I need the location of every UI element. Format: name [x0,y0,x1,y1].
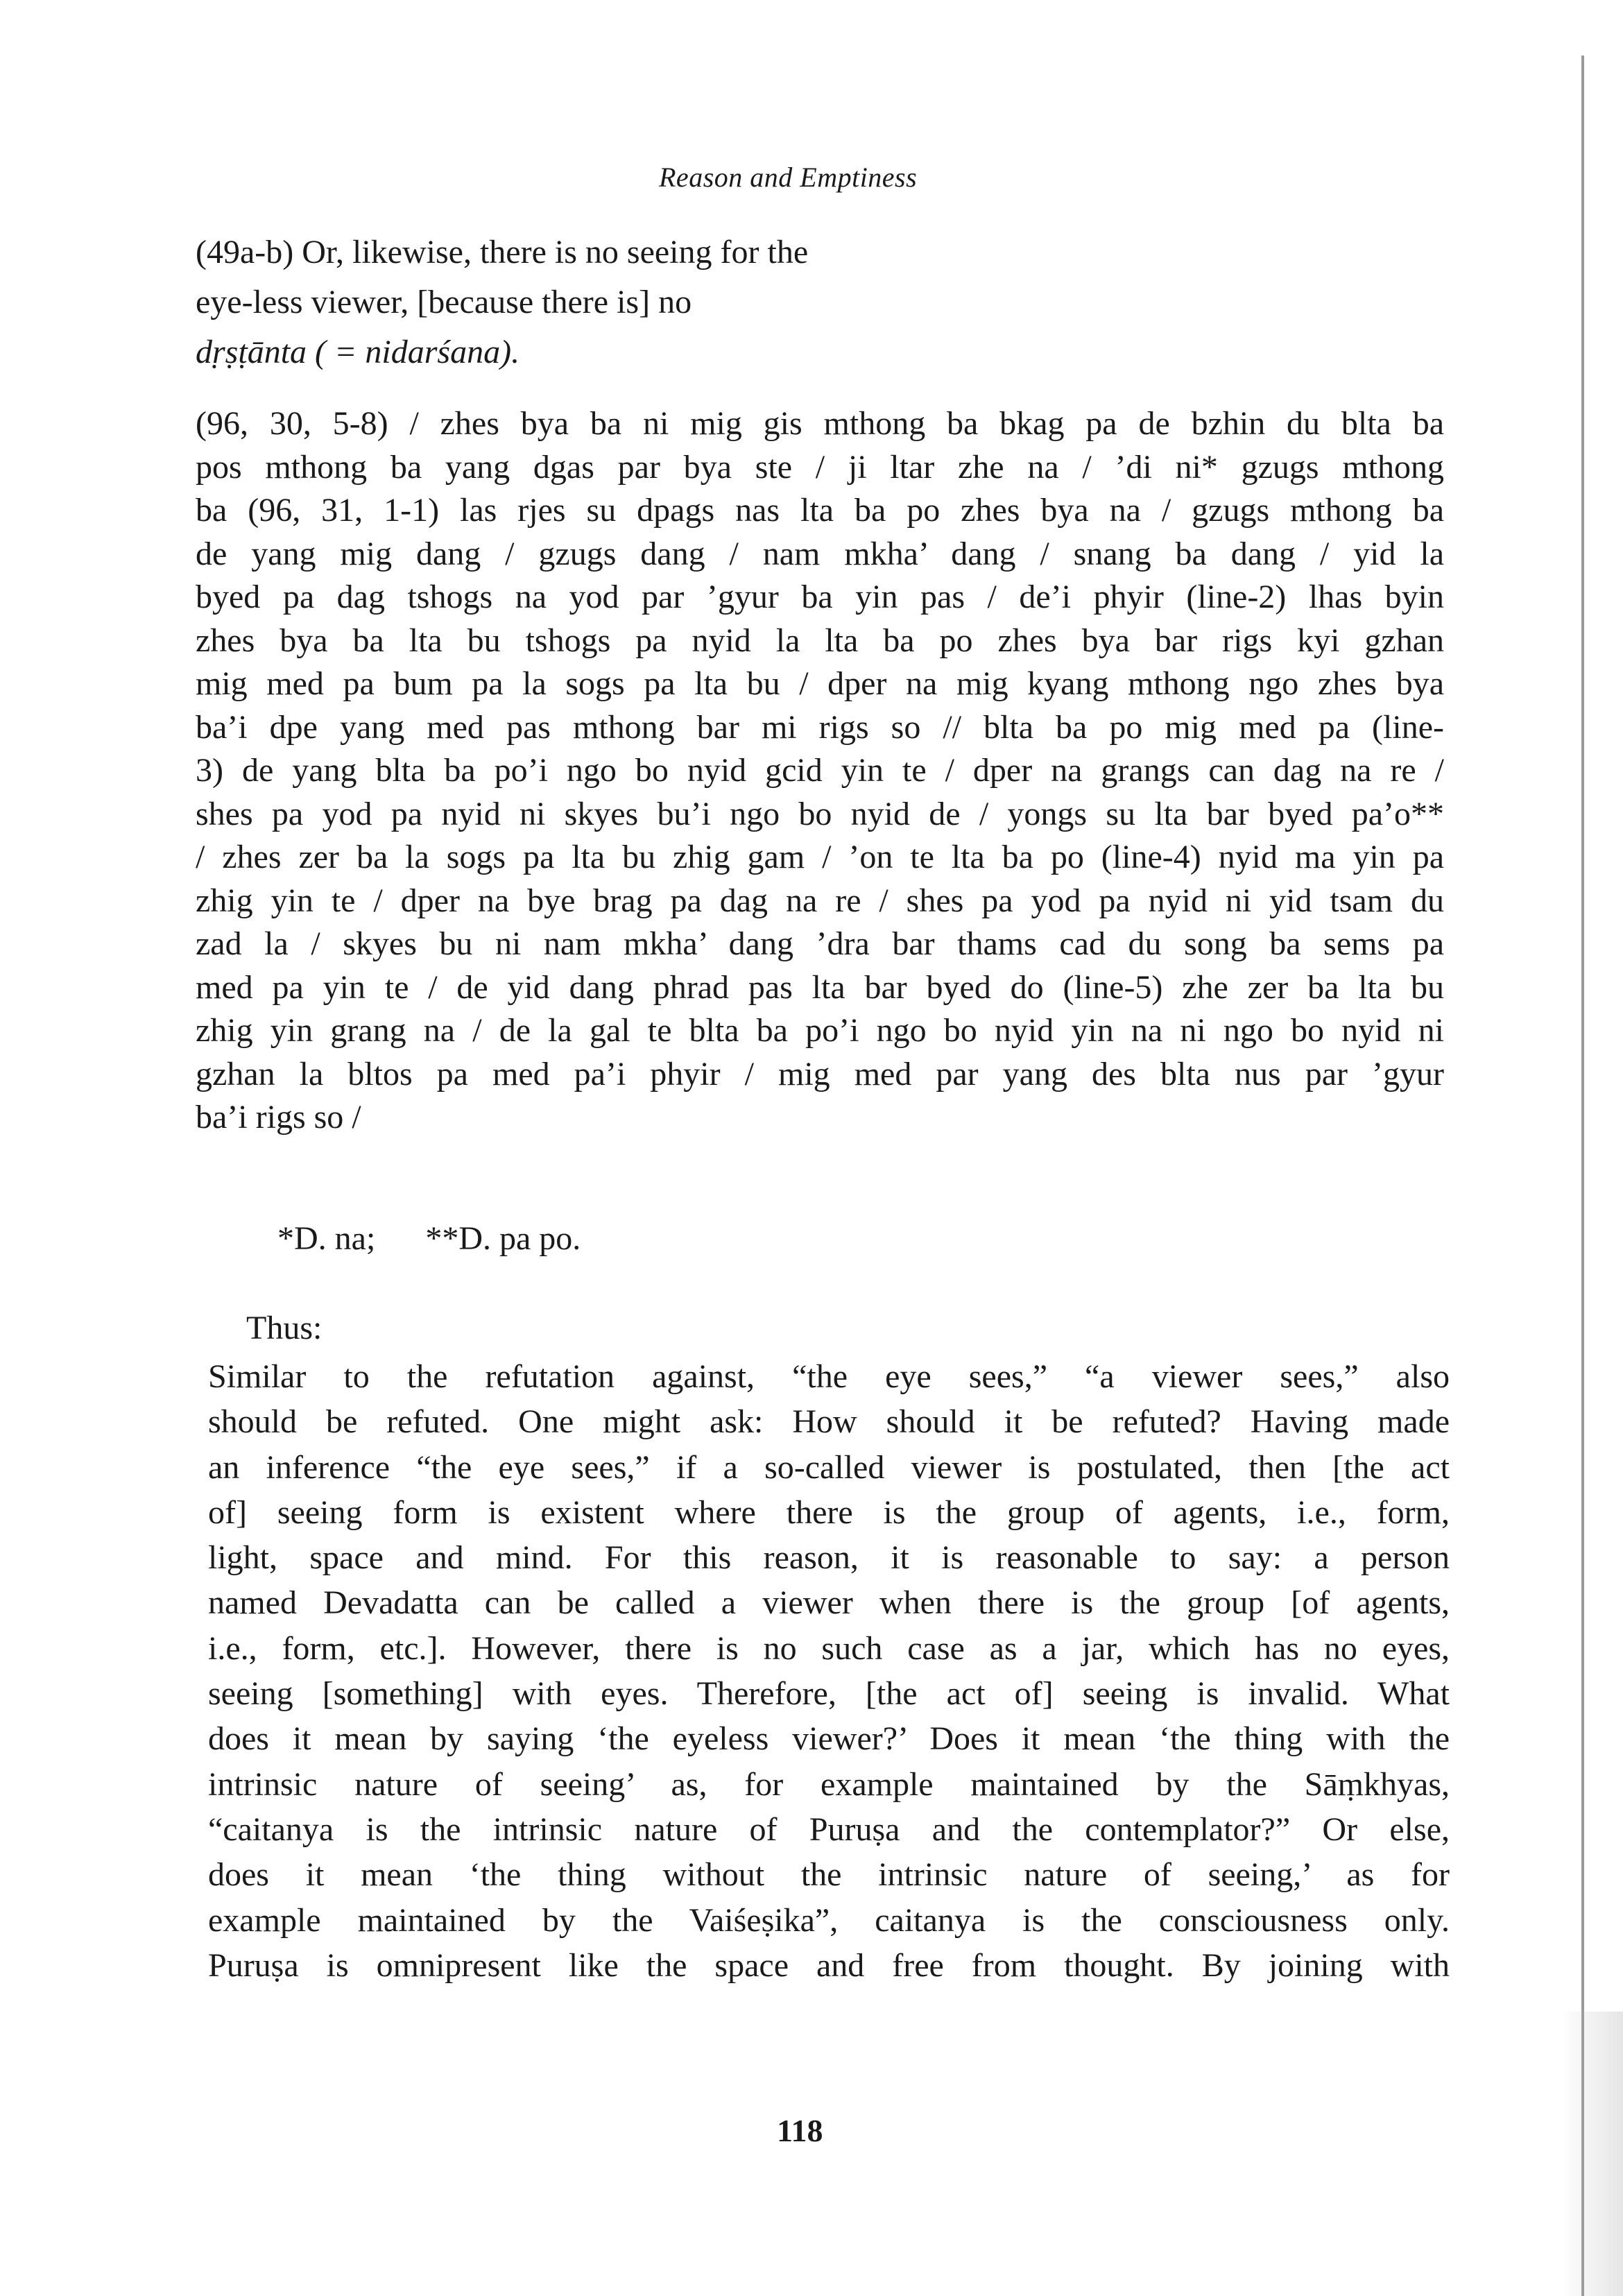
binding-edge [1581,55,1584,2296]
tibetan-line: byed pa dag tshogs na yod par ’gyur ba yin pas / de’i phyir (line-2) lhas byin [196,579,1444,615]
thus-label: Thus: [246,1310,323,1346]
tibetan-line: zad la / skyes bu ni nam mkha’ dang ’dra bar thams cad du song ba sems pa [196,925,1444,962]
translation-line: “caitanya is the intrinsic nature of Puruṣa and the contemplator?” Or else, [208,1810,1450,1848]
translation-line: does it mean by saying ‘the eyeless viewer?’ Does it mean ‘the thing with the [208,1720,1450,1758]
tibetan-line: zhes bya ba lta bu tshogs pa nyid la lta ba po zhes bya bar rigs kyi gzhan [196,622,1444,659]
running-head: Reason and Emptiness [659,162,918,193]
tibetan-line: ba’i dpe yang med pas mthong bar mi rigs so // blta ba po mig med pa (line- [196,708,1444,746]
verse-line: (49a-b) Or, likewise, there is no seeing for the [196,234,809,271]
translation-line: i.e., form, etc.]. However, there is no such case as a jar, which has no eyes, [208,1629,1450,1667]
tibetan-line: zhig yin grang na / de la gal te blta ba po’i ngo bo nyid yin na ni ngo bo nyid ni [196,1012,1444,1049]
tibetan-line: de yang mig dang / gzugs dang / nam mkha’ dang / snang ba dang / yid la [196,535,1444,572]
note-2: **D. pa po. [425,1220,581,1257]
translation-line: named Devadatta can be called a viewer when there is the group [of agents, [208,1584,1450,1622]
tibetan-line: mig med pa bum pa la sogs pa lta bu / dper na mig kyang mthong ngo zhes bya [196,665,1444,702]
page-number: 118 [777,2113,823,2148]
tibetan-line: ba (96, 31, 1-1) las rjes su dpags nas lta ba po zhes bya na / gzugs mthong ba [196,492,1444,529]
tibetan-line: zhig yin te / dper na bye brag pa dag na re / shes pa yod pa nyid ni yid tsam du [196,882,1444,919]
tibetan-line: shes pa yod pa nyid ni skyes bu’i ngo bo nyid de / yongs su lta bar byed pa’o** [196,795,1444,832]
translation-line: Similar to the refutation against, “the eye sees,” “a viewer sees,” also [208,1358,1450,1395]
tibetan-commentary [196,402,1444,1140]
translation-line: should be refuted. One might ask: How should it be refuted? Having made [208,1403,1450,1441]
tibetan-line: gzhan la bltos pa med pa’i phyir / mig med par yang des blta nus par ’gyur [196,1055,1444,1093]
translation-line: Puruṣa is omnipresent like the space and free from thought. By joining with [208,1946,1450,1984]
verse-line: eye-less viewer, [because there is] no [196,284,692,320]
translation-paragraph [208,1354,1450,1988]
verse-block [196,228,1028,377]
translation-line: of] seeing form is existent where there is the group of agents, i.e., form, [208,1493,1450,1531]
translation-line: does it mean ‘the thing without the intrinsic nature of seeing,’ as for [208,1856,1450,1894]
tibetan-line: (96, 30, 5-8) / zhes bya ba ni mig gis mthong ba bkag pa de bzhin du blta ba [196,405,1444,442]
tibetan-line: / zhes zer ba la sogs pa lta bu zhig gam / ’on te lta ba po (line-4) nyid ma yin pa [196,839,1444,875]
tibetan-line: 3) de yang blta ba po’i ngo bo nyid gcid yin te / dper na grangs can dag na re / [196,752,1444,789]
tibetan-line: med pa yin te / de yid dang phrad pas lta bar byed do (line-5) zhe zer ba lta bu [196,968,1444,1006]
translation-line: intrinsic nature of seeing’ as, for example maintained by the Sāṃkhyas, [208,1765,1450,1803]
verse-line: dṛṣṭānta ( = nidarśana). [196,334,520,370]
translation-line: example maintained by the Vaiśeṣika”, caitanya is the consciousness only. [208,1901,1450,1939]
translation-line: light, space and mind. For this reason, it is reasonable to say: a person [208,1539,1450,1577]
note-1: *D. na; [277,1220,376,1257]
textual-notes [277,1219,581,1258]
tibetan-line: ba’i rigs so / [196,1099,361,1136]
binding-shadow [1561,2012,1623,2296]
translation-line: an inference “the eye sees,” if a so-called viewer is postulated, then [the act [208,1448,1450,1486]
tibetan-line: pos mthong ba yang dgas par bya ste / ji ltar zhe na / ’di ni* gzugs mthong [196,448,1444,486]
translation-line: seeing [something] with eyes. Therefore, [the act of] seeing is invalid. What [208,1675,1450,1713]
